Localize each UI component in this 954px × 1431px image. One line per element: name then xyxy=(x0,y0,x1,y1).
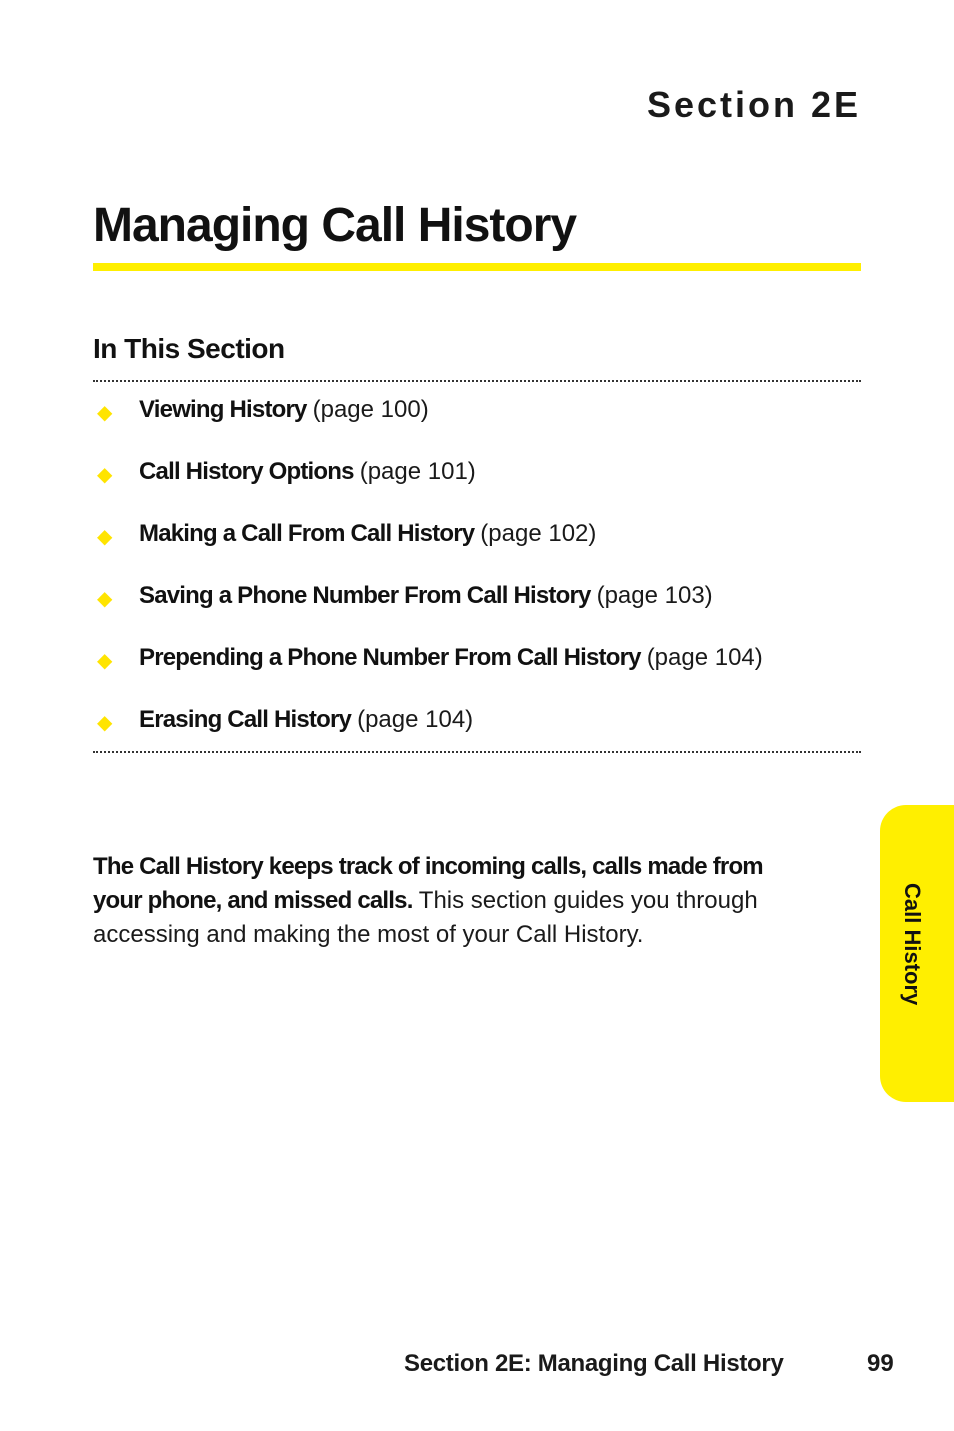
toc-item[interactable] xyxy=(93,396,861,458)
title-underline xyxy=(93,263,861,271)
toc-item-page: (page 104) xyxy=(357,706,474,733)
toc-item-page: (page 100) xyxy=(312,396,429,423)
intro-paragraph xyxy=(93,850,813,952)
toc-item-title[interactable]: Viewing History xyxy=(139,396,307,423)
toc-item[interactable] xyxy=(93,582,861,644)
toc-item-page: (page 101) xyxy=(359,458,476,485)
footer-title: Section 2E: Managing Call History xyxy=(404,1350,784,1377)
diamond-bullet-icon: ◆ xyxy=(97,402,113,424)
page-title: Managing Call History xyxy=(93,199,577,252)
toc-item-page: (page 102) xyxy=(480,520,597,547)
toc-list xyxy=(93,396,861,768)
toc-item[interactable] xyxy=(93,644,861,706)
toc-item-title[interactable]: Making a Call From Call History xyxy=(139,520,475,547)
toc-item-title[interactable]: Erasing Call History xyxy=(139,706,352,733)
in-this-section-heading: In This Section xyxy=(93,333,285,364)
footer-page-number: 99 xyxy=(867,1350,894,1377)
diamond-bullet-icon: ◆ xyxy=(97,464,113,486)
toc-item[interactable] xyxy=(93,706,861,768)
intro-bold-text: The Call History keeps track of incoming calls, calls made from your phone, and missed calls. xyxy=(93,853,763,914)
side-tab-label: Call History xyxy=(900,883,925,1006)
toc-item-title[interactable]: Prepending a Phone Number From Call History xyxy=(139,644,641,671)
diamond-bullet-icon: ◆ xyxy=(97,588,113,610)
dotted-divider-bottom xyxy=(93,751,861,753)
toc-item-page: (page 103) xyxy=(596,582,713,609)
toc-item[interactable] xyxy=(93,520,861,582)
diamond-bullet-icon: ◆ xyxy=(97,650,113,672)
toc-item-title[interactable]: Call History Options xyxy=(139,458,354,485)
diamond-bullet-icon: ◆ xyxy=(97,712,113,734)
toc-item-title[interactable]: Saving a Phone Number From Call History xyxy=(139,582,591,609)
diamond-bullet-icon: ◆ xyxy=(97,526,113,548)
toc-item[interactable] xyxy=(93,458,861,520)
intro-text: This section guides you through accessing and making the most of your Call History. xyxy=(93,887,758,948)
section-label: Section 2E xyxy=(646,84,861,125)
toc-item-page: (page 104) xyxy=(646,644,763,671)
dotted-divider-top xyxy=(93,380,861,382)
